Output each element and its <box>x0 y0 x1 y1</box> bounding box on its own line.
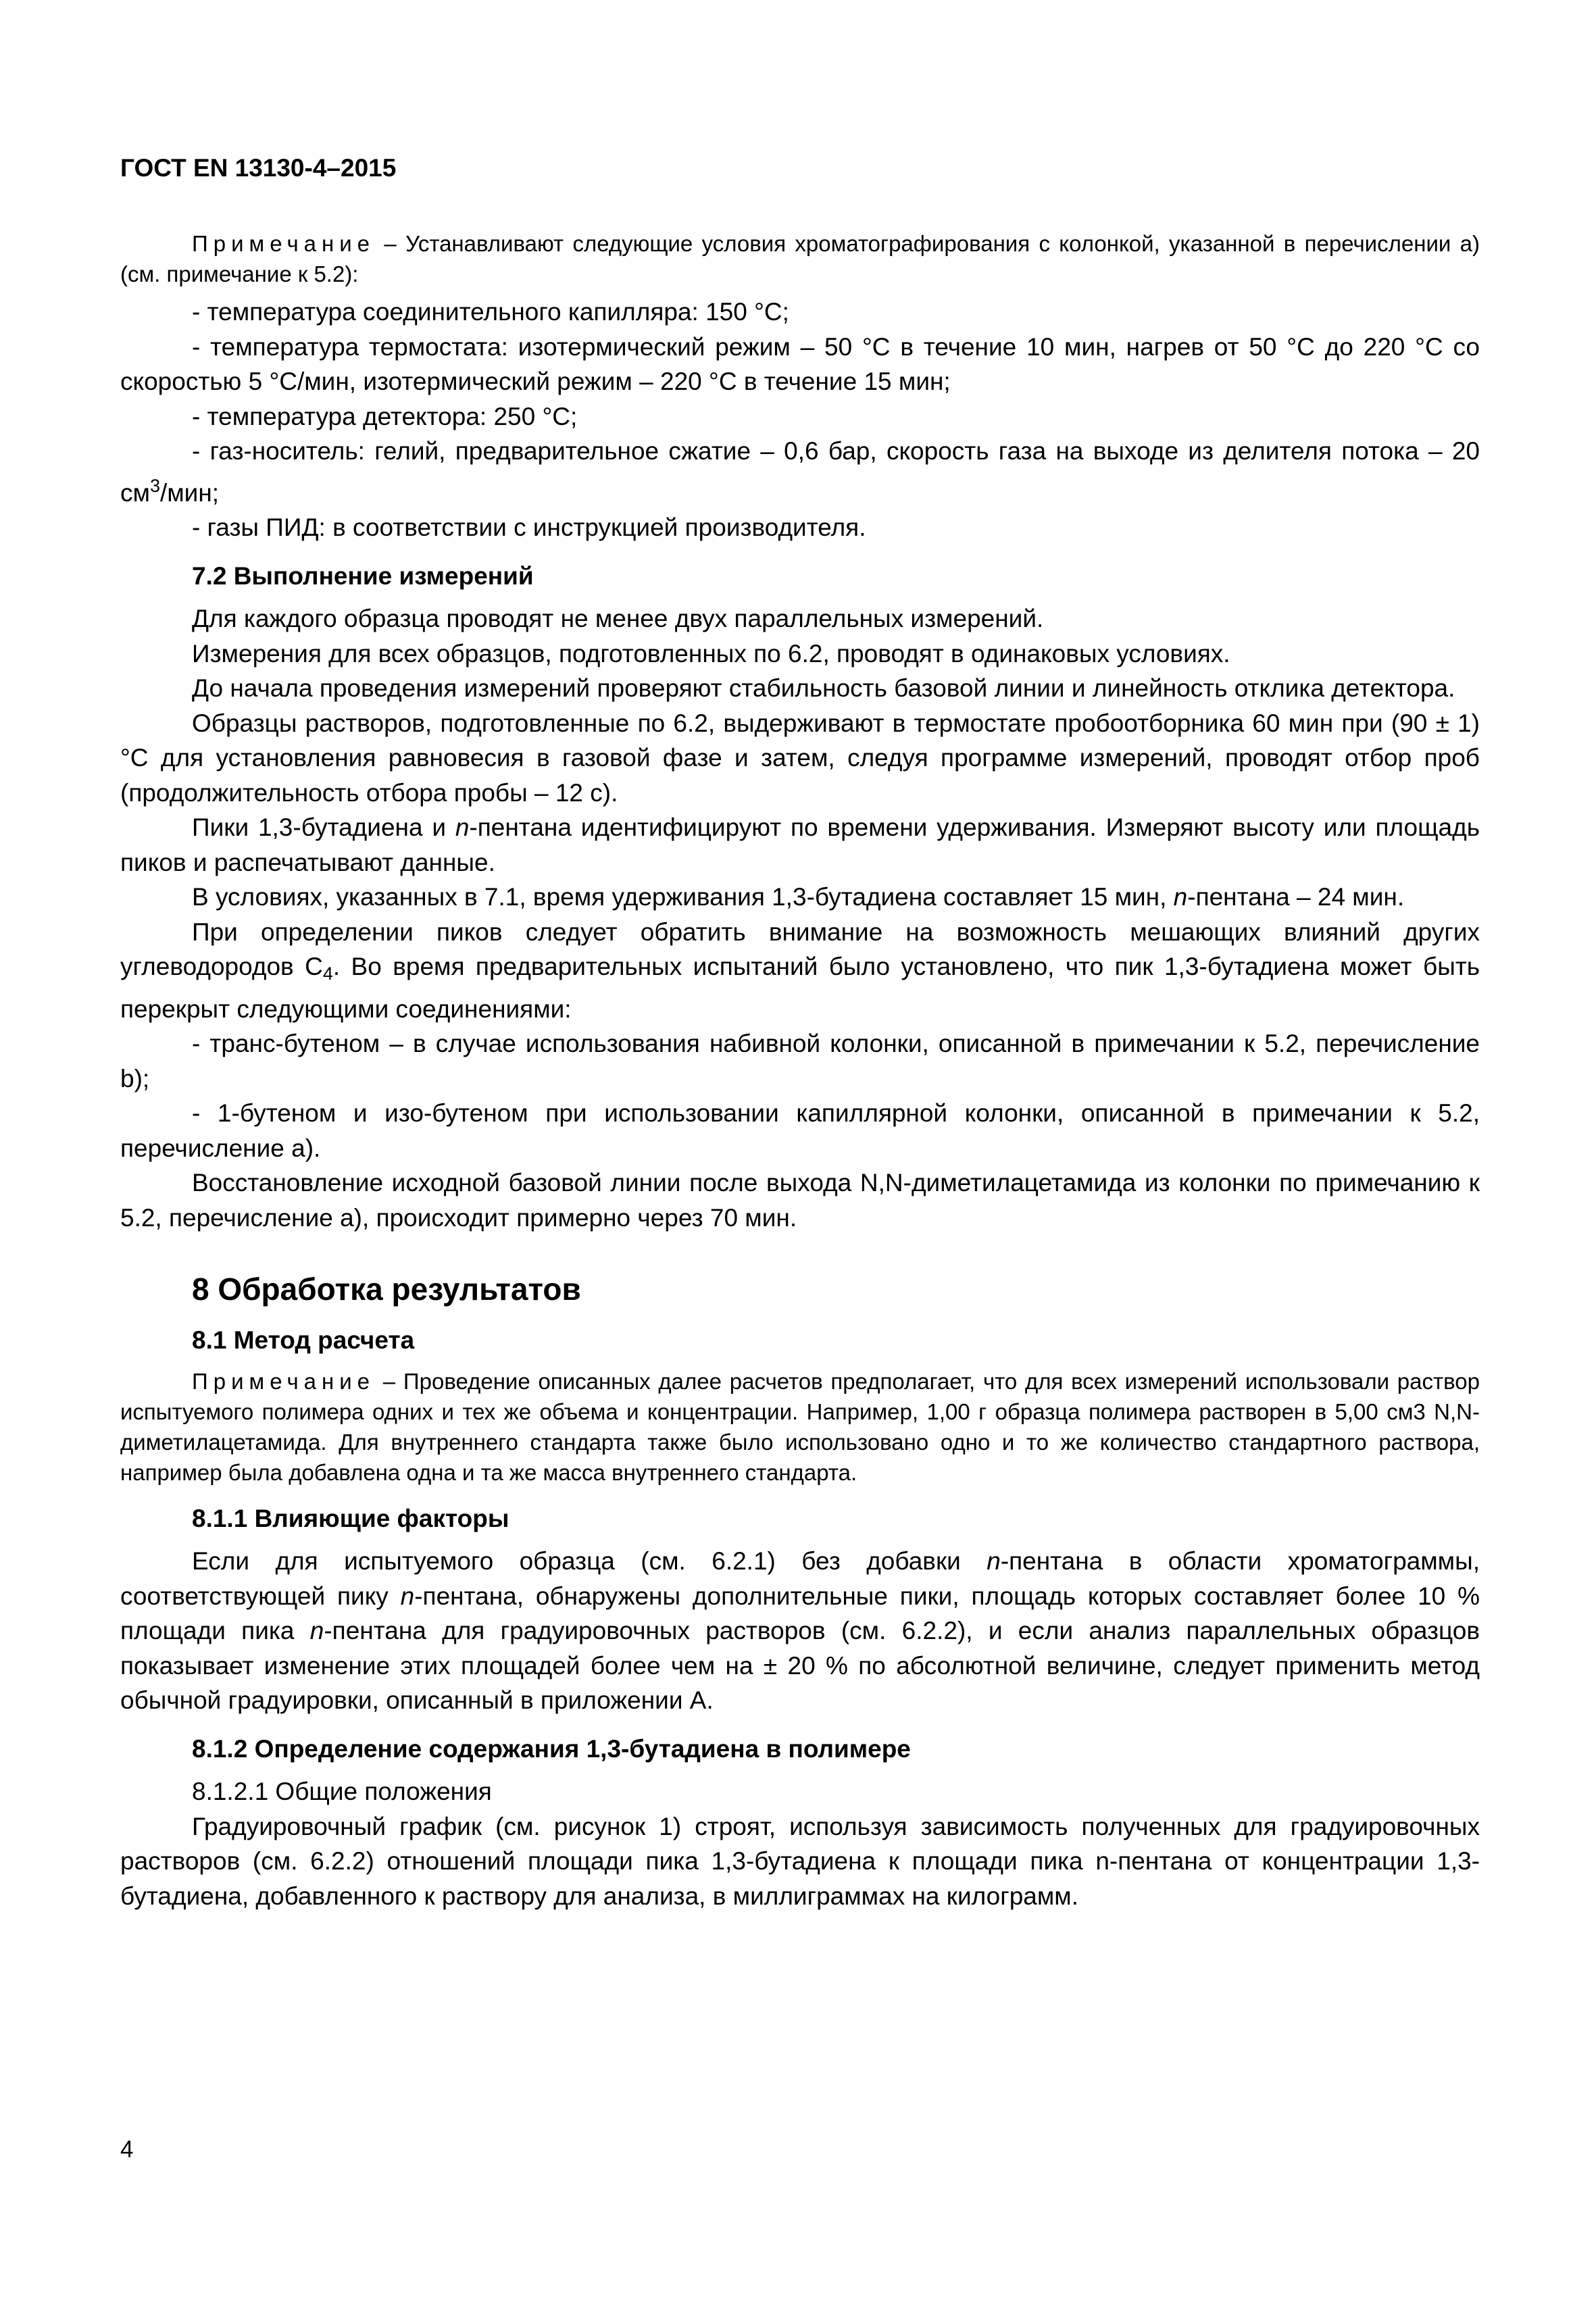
condition-detector: - температура детектора: 250 °С; <box>192 402 578 430</box>
paragraph: Градуировочный график (см. рисунок 1) строят, используя зависимость полученных для градуировочных растворов (см. 6.2.2) отношений площади пика 1,3-бутадиена к площади пика n-пентана от концентрации 1,3-бутадиена, добавленного к раствору для анализа, в миллиграммах на килограмм. <box>120 1812 1480 1910</box>
section-8-title: 8 Обработка результатов <box>192 1272 581 1307</box>
condition-carrier-gas: - газ-носитель: гелий, предварительное сжатие – 0,6 бар, скорость газа на выходе из делителя потока – 20 $см^3$/мин; <box>120 437 1480 507</box>
section-8-1-1-title: 8.1.1 Влияющие факторы <box>192 1504 509 1532</box>
paragraph: До начала проведения измерений проверяют стабильность базовой линии и линейность отклика детектора. <box>192 674 1455 702</box>
section-7-2-body <box>120 601 1480 1235</box>
section-8-1-2-title: 8.1.2 Определение содержания 1,3-бутадиена в полимере <box>192 1734 911 1763</box>
page-number: 4 <box>120 2136 134 2163</box>
paragraph: В условиях, указанных в 7.1, время удерживания 1,3-бутадиена составляет 15 мин, n-пентана – 24 мин. <box>192 883 1405 911</box>
condition-thermostat: - температура термостата: изотермический режим – 50 °С в течение 10 мин, нагрев от 50 °С до 220 °С со скоростью 5 °С/мин, изотермический режим – 220 °С в течение 15 мин; <box>120 332 1480 395</box>
section-8-1-2-body <box>120 1774 1480 1913</box>
paragraph: Если для испытуемого образца (см. 6.2.1) без добавки n-пентана в области хроматограммы, соответствующей пику n-пентана, обнаружены дополнительные пики, площадь которых составляет более 10 % площади пика n-пентана для градуировочных растворов (см. 6.2.2), и если анализ параллельных образцов показывает изменение этих площадей более чем на ± 20 % по абсолютной величине, следует применить метод обычной градуировки, описанный в приложении А. <box>120 1547 1480 1714</box>
section-7-2-title: 7.2 Выполнение измерений <box>192 561 534 590</box>
paragraph: Измерения для всех образцов, подготовленных по 6.2, проводят в одинаковых условиях. <box>192 639 1230 668</box>
note-label: Примечание <box>192 231 376 256</box>
document-content <box>120 228 1480 1920</box>
subscript: 4 <box>322 963 333 984</box>
conditions-list <box>120 295 1480 545</box>
document-page <box>120 0 1480 2314</box>
superscript: 3 <box>149 475 160 496</box>
note-label: Примечание <box>192 1368 376 1394</box>
paragraph: Образцы растворов, подготовленные по 6.2, выдерживают в термостате пробоотборника 60 мин при (90 ± 1) °С для установления равновесия в газовой фазе и затем, следуя программе измерений, проводят отбор проб (продолжительность отбора пробы – 12 с). <box>120 709 1480 807</box>
paragraph: - 1-бутеном и изо-бутеном при использовании капиллярной колонки, описанной в примечании к 5.2, перечисление а). <box>120 1099 1480 1162</box>
section-8-1-title: 8.1 Метод расчета <box>192 1326 415 1354</box>
section-8-1-1-body <box>120 1544 1480 1718</box>
note-text: – Устанавливают следующие условия хроматографирования с колонкой, указанной в перечислении а) (см. примечание к 5.2): <box>120 231 1480 286</box>
note-calculation <box>120 1366 1480 1488</box>
note-text: – Проведение описанных далее расчетов предполагает, что для всех измерений использовали раствор испытуемого полимера одних и тех же объема и концентрации. Например, 1,00 г образца полимера растворен в 5,00 см3 N,N-диметилацетамида. Для внутреннего стандарта также было использовано одно и то же количество стандартного раствора, например была добавлена одна и та же масса внутреннего стандарта. <box>120 1368 1480 1485</box>
condition-fid-gases: - газы ПИД: в соответствии с инструкцией производителя. <box>192 513 866 541</box>
paragraph: При определении пиков следует обратить внимание на возможность мешающих влияний других углеводородов $С_4$. Во время предварительных испытаний было установлено, что пик 1,3-бутадиена может быть перекрыт следующими соединениями: <box>120 917 1480 1023</box>
paragraph: - транс-бутеном – в случае использования набивной колонки, описанной в примечании к 5.2, перечисление b); <box>120 1030 1480 1092</box>
paragraph: Пики 1,3-бутадиена и n-пентана идентифицируют по времени удерживания. Измеряют высоту или площадь пиков и распечатывают данные. <box>120 813 1480 876</box>
condition-capillary: - температура соединительного капилляра: 150 °С; <box>192 298 789 326</box>
subsection-title: 8.1.2.1 Общие положения <box>192 1778 492 1805</box>
paragraph: Для каждого образца проводят не менее двух параллельных измерений. <box>192 605 1044 632</box>
paragraph: Восстановление исходной базовой линии после выхода N,N-диметилацетамида из колонки по примечанию к 5.2, перечисление а), происходит примерно через 70 мин. <box>120 1169 1480 1232</box>
note-chromatography <box>120 228 1480 289</box>
document-header: ГОСТ EN 13130-4–2015 <box>120 154 397 182</box>
